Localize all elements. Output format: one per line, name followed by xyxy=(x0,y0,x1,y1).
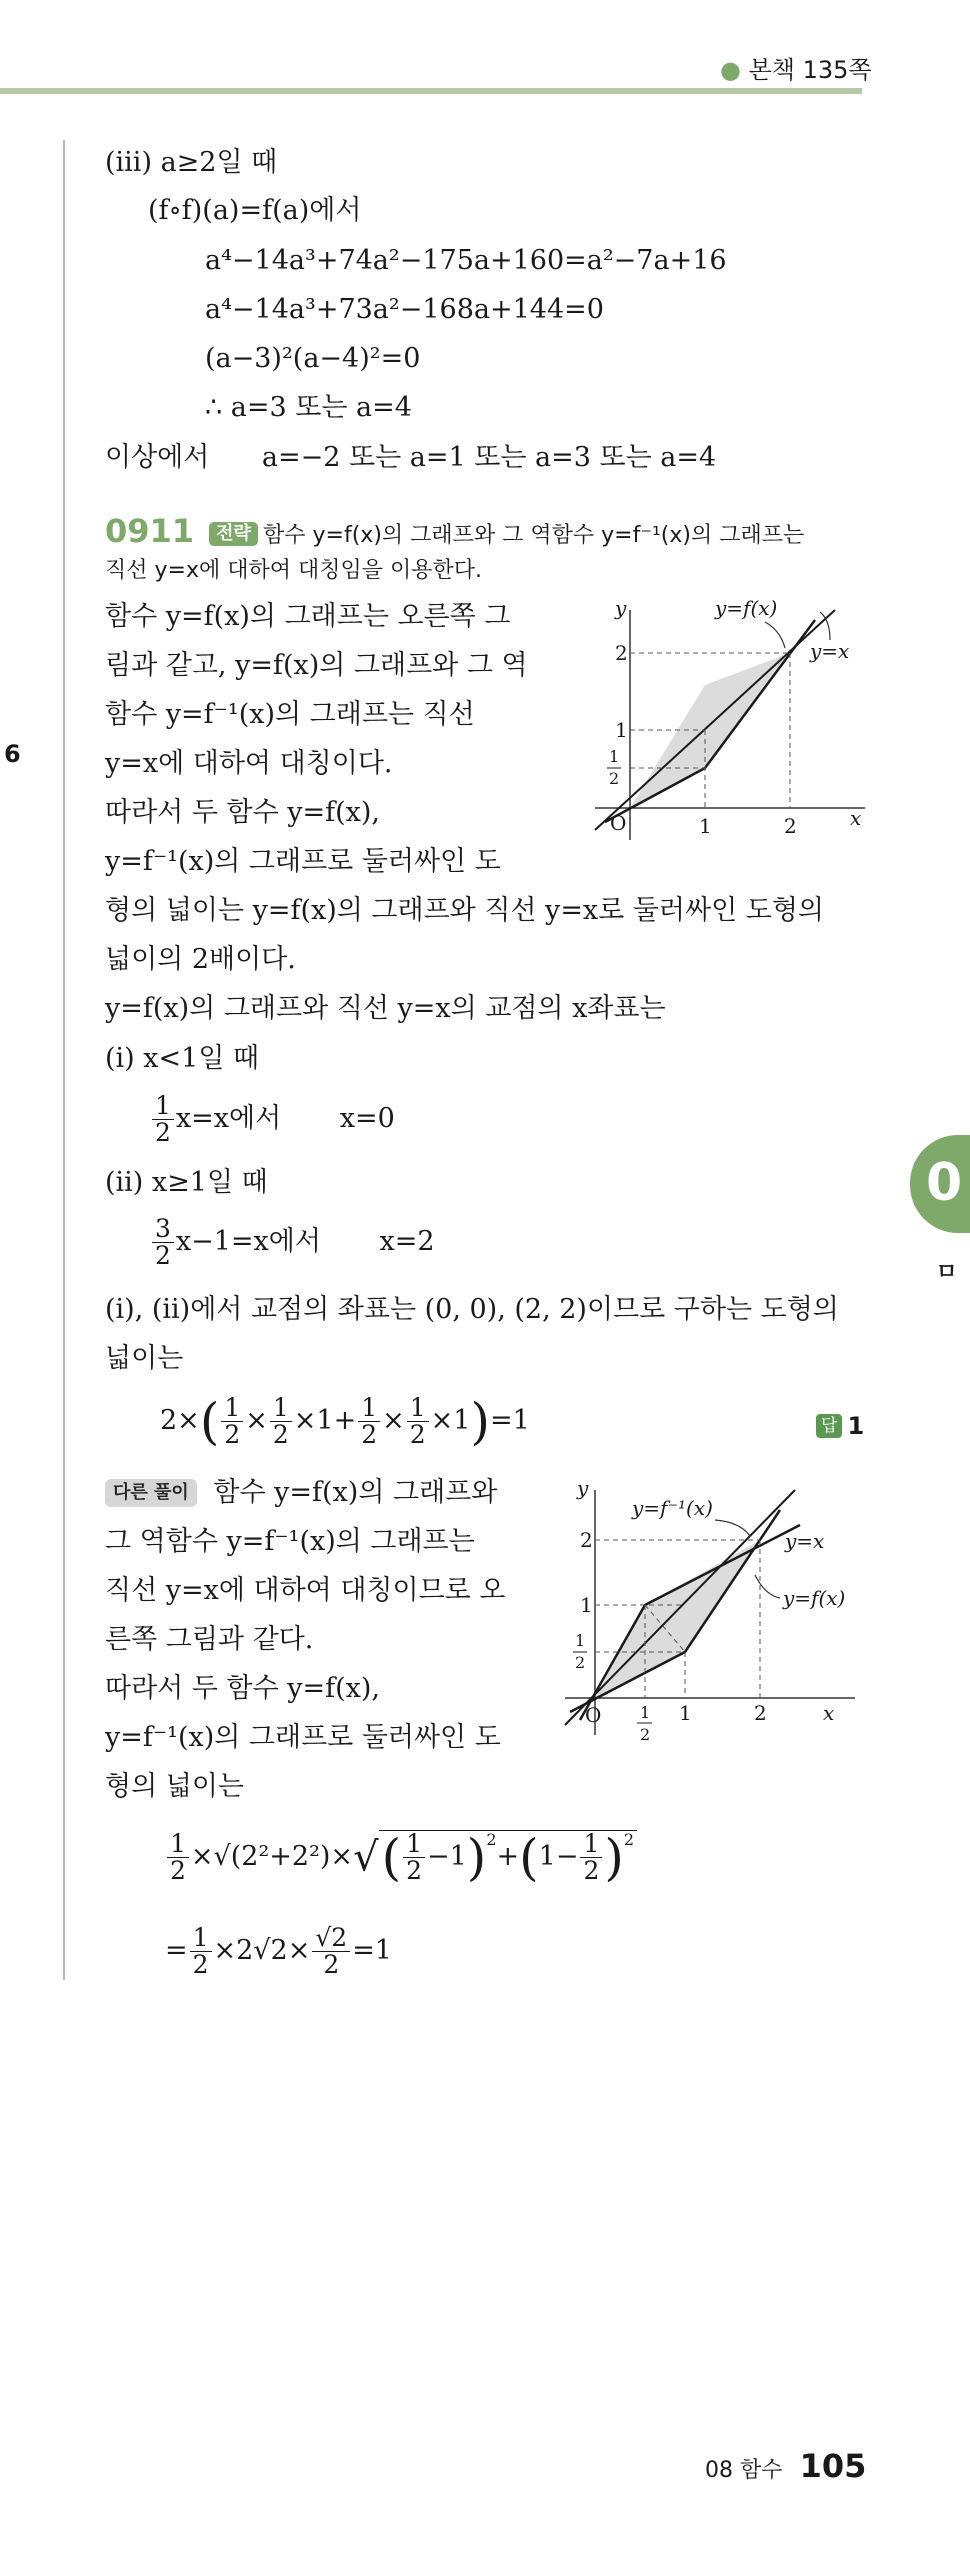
callout-arrow xyxy=(715,1520,750,1536)
equation-line: a⁴−14a³+74a²−175a+160=a²−7a+16 xyxy=(205,245,727,276)
body-text: 넓이는 xyxy=(105,1343,184,1374)
case-condition: (i) x<1일 때 xyxy=(105,1043,260,1074)
body-text: y=f⁻¹(x)의 그래프로 둘러싸인 도 xyxy=(105,846,501,877)
body-text: 함수 y=f⁻¹(x)의 그래프는 직선 xyxy=(105,699,475,730)
graph-f-label: y=f(x) xyxy=(715,596,778,620)
alt-formula-2: = $\frac{1}{2}$ ×2√2× $\frac{√2}{2}$ =1 xyxy=(165,1923,392,1979)
fraction: $\frac{1}{2}$ xyxy=(358,1395,380,1448)
conclusion: 이상에서 a=−2 또는 a=1 또는 a=3 또는 a=4 xyxy=(105,442,717,473)
y-tick-half-den: 2 xyxy=(609,769,620,788)
paren-open: ( xyxy=(381,1828,402,1887)
equation-line: (f∘f)(a)=f(a)에서 xyxy=(148,195,362,226)
y-tick: 1 xyxy=(615,718,628,742)
fraction: $\frac{1}{2}$ xyxy=(190,1925,212,1978)
callout-arrow xyxy=(765,622,785,648)
margin-rule xyxy=(63,140,65,1980)
y-tick: 2 xyxy=(615,641,628,665)
graph-f-label: y=f(x) xyxy=(783,1586,846,1610)
paren-close: ) xyxy=(604,1828,624,1887)
footer xyxy=(705,2447,866,2485)
fraction: $\frac{1}{2}$ xyxy=(407,1395,429,1448)
footer-chapter: 08 함수 xyxy=(705,2458,783,2483)
chapter-tab-text: ㅁ xyxy=(936,1260,958,1285)
body-text: 따라서 두 함수 y=f(x), xyxy=(105,797,380,828)
paren-close: ) xyxy=(466,1828,487,1887)
y-tick: 2 xyxy=(580,1528,593,1552)
answer-tag: 답 xyxy=(816,1414,842,1438)
chapter-tab: 0 xyxy=(910,1135,970,1233)
x-tick-half-num: 1 xyxy=(640,1703,651,1722)
answer: 답 1 xyxy=(816,1412,864,1440)
y-axis-label: y xyxy=(577,1476,589,1500)
problem-header xyxy=(105,512,804,550)
area-formula: 2×( $\frac{1}{2}$ × $\frac{1}{2}$ ×1+ $\frac{1}{2}$ × $\frac{1}{2}$ ×1)=1 xyxy=(160,1392,530,1451)
equation-line: (a−3)²(a−4)²=0 xyxy=(205,343,421,374)
x-tick: 2 xyxy=(754,1701,767,1725)
x-tick: 1 xyxy=(679,1701,692,1725)
x-tick-half-den: 2 xyxy=(640,1725,651,1744)
y-axis-label: y xyxy=(615,596,627,620)
graph-f-inverse-label: y=f⁻¹(x) xyxy=(632,1496,713,1520)
body-text: (i), (ii)에서 교점의 좌표는 (0, 0), (2, 2)이므로 구하는 도형의 xyxy=(105,1294,839,1325)
fraction: $\frac{1}{2}$ xyxy=(270,1395,292,1448)
fraction: $\frac{1}{2}$ xyxy=(167,1831,189,1884)
alt-line: 따라서 두 함수 y=f(x), xyxy=(105,1673,380,1704)
fraction: $\frac{1}{2}$ xyxy=(221,1395,243,1448)
x-tick: 1 xyxy=(699,814,712,838)
body-text: y=f(x)의 그래프와 직선 y=x의 교점의 x좌표는 xyxy=(105,993,666,1024)
y-tick-half-den: 2 xyxy=(575,1653,586,1672)
alt-line: 다른 풀이 함수 y=f(x)의 그래프와 xyxy=(105,1475,497,1511)
strategy-line: 직선 y=x에 대하여 대칭임을 이용한다. xyxy=(105,558,482,583)
y-tick: 1 xyxy=(580,1593,593,1617)
case-equation: $\frac{1}{2}$ x=x에서 x=0 xyxy=(150,1093,395,1146)
graph-f-and-inverse xyxy=(575,590,875,850)
sqrt-sign: √ xyxy=(353,1834,379,1881)
paren-open: ( xyxy=(519,1828,539,1887)
alt-line: 형의 넓이는 xyxy=(105,1771,244,1802)
line-label: y=x xyxy=(810,639,850,663)
alt-formula-1: $\frac{1}{2}$ ×√(2²+2²)×√( $\frac{1}{2}$ −1)$^2$+(1− $\frac{1}{2}$ )$^2$ xyxy=(165,1830,637,1884)
page-number: 105 xyxy=(799,2447,867,2485)
case-equation: $\frac{3}{2}$ x−1=x에서 x=2 xyxy=(150,1216,435,1269)
strategy-tag: 전략 xyxy=(209,522,258,546)
alt-line: y=f⁻¹(x)의 그래프로 둘러싸인 도 xyxy=(105,1722,501,1753)
side-page-number: 6 xyxy=(4,740,21,768)
fraction: $\frac{1}{2}$ xyxy=(152,1093,174,1146)
line-label: y=x xyxy=(785,1529,825,1553)
sqrt-body: ( $\frac{1}{2}$ −1)$^2$+(1− $\frac{1}{2}$ )$^2$ xyxy=(379,1830,638,1884)
body-text: 림과 같고, y=f(x)의 그래프와 그 역 xyxy=(105,650,528,681)
fraction: $\frac{1}{2}$ xyxy=(403,1831,425,1884)
alt-line: 직선 y=x에 대하여 대칭이므로 오 xyxy=(105,1575,506,1606)
case3-condition: (iii) a≥2일 때 xyxy=(105,147,278,178)
x-tick: 2 xyxy=(784,814,797,838)
callout-arrow xyxy=(755,1575,780,1598)
shaded-region xyxy=(595,1540,760,1698)
origin-label: O xyxy=(610,811,627,835)
equation-line: a⁴−14a³+73a²−168a+144=0 xyxy=(205,294,604,325)
body-text: 함수 y=f(x)의 그래프는 오른쪽 그 xyxy=(105,601,511,632)
y-tick-half-num: 1 xyxy=(609,747,620,766)
origin-label: O xyxy=(585,1703,602,1727)
alt-solution-tag: 다른 풀이 xyxy=(105,1479,197,1507)
body-text: 넓이의 2배이다. xyxy=(105,944,296,975)
alt-line: 그 역함수 y=f⁻¹(x)의 그래프는 xyxy=(105,1526,475,1557)
x-axis-label: x xyxy=(850,806,862,830)
header-rule xyxy=(0,88,862,94)
strategy-line: 함수 y=f(x)의 그래프와 그 역함수 y=f⁻¹(x)의 그래프는 xyxy=(263,523,805,548)
problem-number: 0911 xyxy=(105,512,195,550)
x-axis-label: x xyxy=(823,1701,835,1725)
fraction: $\frac{√2}{2}$ xyxy=(312,1925,350,1978)
case-condition: (ii) x≥1일 때 xyxy=(105,1167,268,1198)
equation-line: ∴ a=3 또는 a=4 xyxy=(205,392,412,423)
paren-open: ( xyxy=(199,1392,220,1451)
bullet-dot-icon: ● xyxy=(720,56,741,84)
body-text: y=x에 대하여 대칭이다. xyxy=(105,748,393,779)
shaded-region xyxy=(630,653,790,808)
book-reference: ● 본책 135쪽 xyxy=(720,56,872,84)
alt-line: 른쪽 그림과 같다. xyxy=(105,1624,314,1655)
body-text: 형의 넓이는 y=f(x)의 그래프와 직선 y=x로 둘러싸인 도형의 xyxy=(105,895,824,926)
fraction: $\frac{3}{2}$ xyxy=(152,1216,174,1269)
graph-alt xyxy=(555,1470,875,1760)
paren-close: ) xyxy=(470,1392,490,1451)
y-tick-half-num: 1 xyxy=(575,1631,586,1650)
fraction: $\frac{1}{2}$ xyxy=(580,1831,602,1884)
